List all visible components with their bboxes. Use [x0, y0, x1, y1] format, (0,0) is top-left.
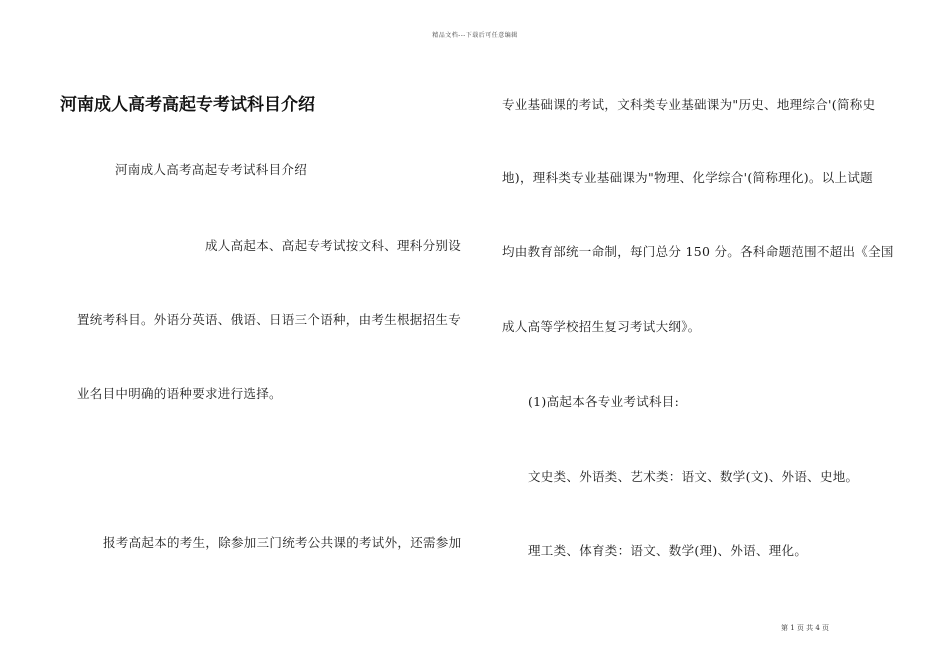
paragraph-line: 地)，理科类专业基础课为"物理、化学综合'(简称理化)。以上试题 — [502, 170, 873, 185]
paragraph-line: 专业基础课的考试，文科类专业基础课为"历史、地理综合'(简称史 — [502, 97, 876, 112]
paragraph-line: 河南成人高考高起专考试科目介绍 — [115, 162, 308, 177]
paragraph-line: 均由教育部统一命制，每门总分 150 分。各科命题范围不超出《全国 — [502, 244, 894, 259]
paragraph-line: 文史类、外语类、艺术类：语文、数学(文)、外语、史地。 — [528, 469, 859, 484]
paragraph-line: 成人高起本、高起专考试按文科、理科分别设 — [205, 238, 462, 253]
document-title: 河南成人高考高起专考试科目介绍 — [60, 95, 315, 115]
page-footer: 第 1 页 共 4 页 — [780, 624, 830, 632]
paragraph-line: 置统考科目。外语分英语、俄语、日语三个语种，由考生根据招生专 — [77, 312, 462, 327]
paragraph-line: 理工类、体育类：语文、数学(理)、外语、理化。 — [528, 543, 808, 558]
paragraph-line: (1)高起本各专业考试科目: — [528, 394, 680, 409]
paragraph-line: 报考高起本的考生，除参加三门统考公共课的考试外，还需参加 — [103, 535, 462, 550]
paragraph-line: 业名目中明确的语种要求进行选择。 — [77, 386, 282, 401]
header-note: 精品文档---下载后可任意编辑 — [432, 32, 518, 39]
paragraph-line: 成人高等学校招生复习考试大纲》。 — [502, 319, 701, 334]
